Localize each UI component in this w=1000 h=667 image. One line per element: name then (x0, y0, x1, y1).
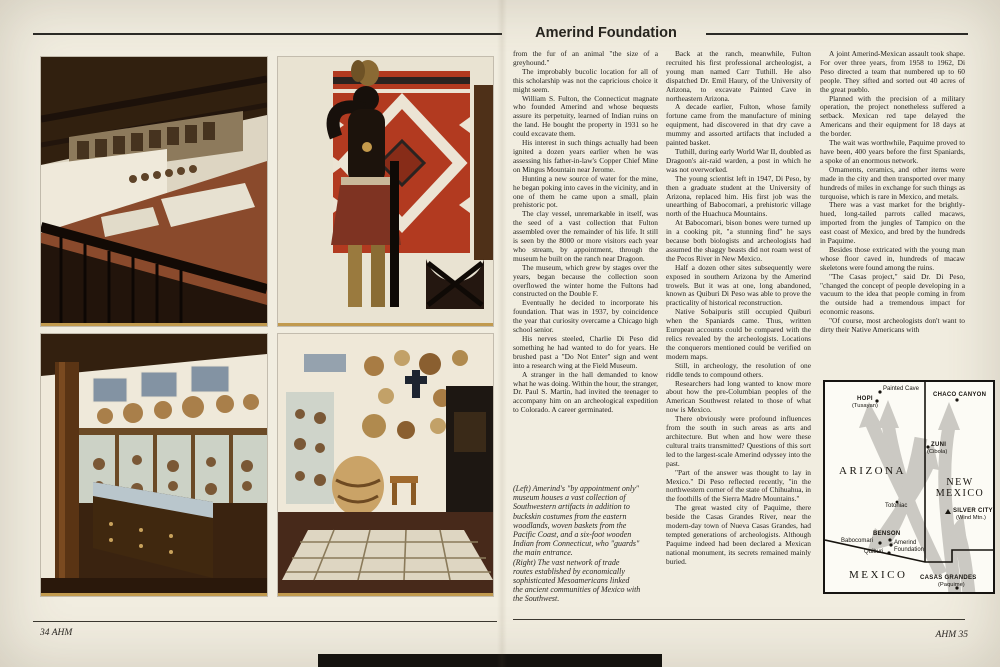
paragraph: "Part of the answer was thought to lay in Mexico." Di Peso reflected recently, "in the northwestern corner of the state of Chihuahua, in the foothills of the Sierra Madre Mountains." (666, 467, 811, 504)
photo-wooden-indian-and-rug (278, 57, 493, 326)
map-label-casas-grandes: CASAS GRANDES (920, 575, 977, 581)
map-label-benson: BENSON (873, 531, 901, 537)
scan-artifact-bar (318, 654, 662, 667)
paragraph: from the fur of an animal "the size of a greyhound." (513, 49, 658, 67)
footer-rule-right (513, 619, 965, 620)
text-column-3 (820, 50, 965, 335)
display-cases-illustration (41, 334, 267, 593)
caption-paragraph: (Left) Amerind's "by appointment only" museum houses a vast collection of Southwestern artifacts in addition to buckskin costumes from the eastern woodlands, woven baskets from the Pacific Coast, and a six-foot wooden Indian from Connecticut, who "guards" the main entrance. (513, 484, 640, 558)
paragraph: There was a vast market for the brightly-hued, long-tailed parrots called macaws, imported from the jungles of Tampico on the east coast of Mexico, and bred by the hundreds in Paquime. (820, 200, 965, 246)
paragraph: Native Sobaipuris still occupied Quiburi when the Spaniards came. Thus, written European accounts could be compared with the relics revealed by the archeologists. Locations the conquerors mentioned could be verified on modern maps. (666, 307, 811, 361)
paragraph: There obviously were profound influences from the south in such areas as arts and architecture. But when and how were these cultural traits transmitted? Questions of this sort led to the largest-scale Amerind odyssey into the past. (666, 414, 811, 468)
map-label-totoniac: Totoniac (885, 503, 908, 509)
paragraph: "Of course, most archeologists don't want to dirty their Native Americans with (820, 316, 965, 335)
photo-museum-balcony-overview (41, 57, 267, 326)
paragraph: The clay vessel, unremarkable in itself, was the seed of a vast collection that Fulton assembled over the remainder of his life. It still is seen by the 8000 or more visitors each year who stream, by appointment, through the museum he built on the ranch near Dragoon. (513, 209, 658, 263)
paragraph: A joint Amerind-Mexican assault took shape. For over three years, from 1958 to 1962, Di Peso directed a team that numbered up to 60 people. They sifted and sorted out 40 acres of the great pueblo. (820, 49, 965, 94)
footer-rule-left (33, 621, 497, 622)
paragraph: Hunting a new source of water for the mine, he began poking into caves in the vicinity, and in one of them he came upon a small, plain prehistoric pot. (513, 173, 658, 210)
paragraph: A decade earlier, Fulton, whose family fortune came from the manufacture of mining equipment, had discovered in that dry cave a mummy and assorted artifacts that included a painted basket. (666, 102, 811, 148)
paragraph: The young scientist left in 1947, Di Peso, by then a graduate student at the University of Arizona, replaced him. His first job was the unearthing of Babocomari, a prehistoric village north of the Huachuca Mountains. (666, 173, 811, 219)
map-label-hopi: HOPI (857, 396, 873, 402)
photo-basket-gallery-room (278, 334, 493, 596)
map-label-mexico: MEXICO (849, 569, 908, 581)
paragraph: Researchers had long wanted to know more about how the pre-Columbian peoples of the American Southwest related to those of what now is Mexico. (666, 378, 811, 415)
paragraph: Back at the ranch, meanwhile, Fulton recruited his first professional archeologist, a young man named Carr Tuthill. He also dispatched Dr. Emil Haury, of the University of Arizona, to excavate Painted Cave in northeastern Arizona. (666, 49, 811, 103)
paragraph: A stranger in the hall demanded to know what he was doing. Within the hour, the stranger, Dr. Paul S. Martin, had invited the teenager to accompany him on an archeological expedition to Colorado. A career germinated. (513, 369, 658, 415)
map-label-hopi-sub: (Tusayan) (852, 403, 878, 409)
paragraph: Eventually he decided to incorporate his foundation. That was in 1937, by coincidence the year that curiosity overcame a Chicago high school senior. (513, 298, 658, 335)
map-label-painted-cave: Painted Cave (883, 386, 920, 392)
paragraph: Ornaments, ceramics, and other items were made in the city and then transported over many hundreds of miles in exchange for such things as turquoise, which is rare in Mexico, and metals. (820, 164, 965, 201)
map-label-babocomari: Babocomari (841, 538, 874, 544)
paragraph: Half a dozen other sites subsequently were exposed in southern Arizona by the Amerind trowels. But it was at one, long abandoned, known as Quiburi Di Peso was able to prove the practicality of historical reconstruction. (666, 262, 811, 308)
map-label-casas-grandes-sub: (Paquime) (938, 582, 965, 588)
text-column-1 (513, 50, 658, 415)
map-label-silver-city-sub: (Wind Mtn.) (956, 515, 986, 521)
map-label-zuni: ZUNI (931, 442, 947, 448)
map-label-zuni-sub: (Cibola) (927, 449, 948, 455)
map-label-arizona: ARIZONA (839, 465, 906, 477)
map-label-amerind-foundation: Amerind Foundation (894, 540, 925, 553)
paragraph: Tuthill, during early World War II, doubled as Dragoon's air-raid warden, a post in which he was not overworked. (666, 146, 811, 174)
paragraph: His nerves steeled, Charlie Di Peso did something he had wanted to do for years. He brushed past a "Do Not Enter" sign and went into a research wing at the Field Museum. (513, 334, 658, 370)
paragraph: The wait was worthwhile, Paquime proved to have been, 400 years before the first Spaniards, a spoke of an enormous network. (820, 138, 965, 165)
map-label-quiburi: Quiburi (864, 549, 884, 555)
paragraph: The great wasted city of Paquime, there beside the Casas Grandes River, near the modern-day town of Nueva Casas Grandes, had tempted generations of archeologists. Although Paquime indeed had been declared a Mexican national monument, its secrets remained mainly buried. (666, 503, 811, 566)
paragraph: Besides those extricated with the young man whose floor caved in, hundreds of macaw skeletons were found among the ruins. (820, 244, 965, 272)
page-title: Amerind Foundation (535, 25, 677, 41)
museum-balcony-illustration (41, 57, 267, 323)
paragraph: William S. Fulton, the Connecticut magnate who founded Amerind and whose bequests assure its perpetuity, learned of Indian ruins on the land. He bought the property in 1931 so he could excavate them. (513, 93, 658, 139)
map-label-chaco-canyon: CHACO CANYON (933, 392, 987, 398)
photo-caption (513, 484, 641, 604)
map-label-silver-city: SILVER CITY (953, 508, 993, 514)
paragraph: "The Casas project," said Dr. Di Peso, "changed the concept of people developing in a vacuum to the idea that people coming in from the outside had a tremendous impact for economic reasons. (820, 271, 965, 317)
trade-routes-map (823, 380, 995, 594)
top-rule-left (33, 33, 502, 35)
folio-right: AHM 35 (935, 630, 968, 640)
top-rule-right (706, 33, 968, 35)
basket-gallery-illustration (278, 334, 493, 593)
caption-paragraph: (Right) The vast network of trade routes established by economically sophisticated Mesoamericans linked the ancient communities of Mexico with the Southwest. (513, 557, 641, 604)
paragraph: Planned with the precision of a military operation, the project nonetheless suffered a setback. Mexican red tape delayed the Americans and their equipment for 18 days at the border. (820, 93, 965, 139)
wooden-indian-illustration (278, 57, 493, 323)
paragraph: His interest in such things actually had been ignited a dozen years earlier when he was assessing his father-in-law's Copper Chief Mine on Mingus Mountain near Jerome. (513, 138, 658, 174)
paragraph: Still, in archeology, the resolution of one riddle tends to compound others. (666, 360, 811, 379)
paragraph: At Babocomari, bison bones were turned up in a cooking pit, "a stunning find" he says because both biologists and archeologists had assumed the shaggy beasts did not roam west of the Pecos River in New Mexico. (666, 218, 811, 263)
text-column-2 (666, 50, 811, 567)
photo-display-cases (41, 334, 267, 596)
paragraph: The museum, which grew by stages over the years, began because the collection soon overflowed the winter home the Fultons had constructed on the Double F. (513, 262, 658, 299)
map-label-new-mexico: NEW MEXICO (935, 477, 985, 499)
folio-left: 34 AHM (40, 628, 73, 638)
paragraph: The improbably bucolic location for all of this scholarship was not the capricious choice it might seem. (513, 66, 658, 94)
